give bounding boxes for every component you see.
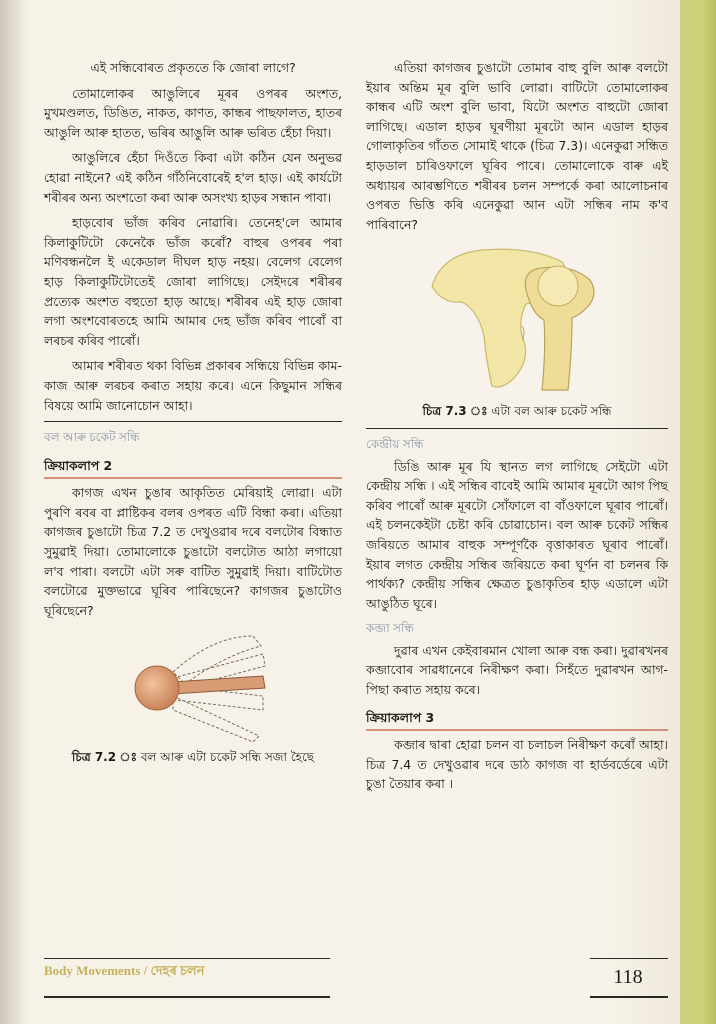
paragraph: এতিয়া কাগজৰ চুঙাটো তোমাৰ বাহু বুলি আৰু বলটো ইয়াৰ অন্তিম মূৰ বুলি ভাবি লোৱা। বাটিটো তোমালোকৰ কান্ধৰ এটি অংশ বুলি ভাবা, যিটো অংশত বাহুটো জোৰা লাগিছে। এডাল হাড়ৰ ঘূৰণীয়া মূৰটো আন এডাল হাড়ৰ গোলাকৃতিৰ গাঁতত সোমাই থাকে (চিত্ৰ 7.3)। এনেকুৱা সন্ধিত হাড়ডাল চাৰিওফালে ঘূৰিব পাৰে। তোমালোকে বাৰু এই অধ্যায়ৰ আৰম্ভণিতে শৰীৰৰ চলন সম্পৰ্কে কৰা আলোচনাৰ ওপৰত ভিত্তি কৰি এনেকুৱা আন এটা সন্ধিৰ নাম ক'ব পাৰিবানে? <box>366 60 668 232</box>
divider <box>366 428 668 429</box>
footer-rule <box>590 958 668 959</box>
page-number: 118 <box>613 966 643 988</box>
section-heading-hinge: কব্জা সন্ধি <box>366 621 414 636</box>
paragraph: তোমালোকৰ আঙুলিৰে মূৰৰ ওপৰৰ অংশত, মুখমণ্ডলত, ডিঙিত, নাকত, কাণত, কান্ধৰ পাছফালত, হাতৰ আঙুলি আৰু হাতত, ভৰিৰ আঙুলি আৰু ভৰিত হেঁচা দিয়া। <box>44 85 342 140</box>
figure-caption <box>366 402 668 422</box>
section-heading-ball-socket: বল আৰু চকেট সন্ধি <box>44 430 140 445</box>
footer-chapter-title: Body Movements / দেহৰ চলন <box>44 963 205 978</box>
footer-rule <box>44 996 330 998</box>
right-column <box>366 58 668 800</box>
paragraph: আমাৰ শৰীৰত থকা বিভিন্ন প্ৰকাৰৰ সন্ধিয়ে বিভিন্ন কাম-কাজ আৰু লৰচৰ কৰাত সহায় কৰে। এনে কিছুমান সন্ধিৰ বিষয়ে আমি জানোচোন আহা। <box>44 358 342 413</box>
figure-caption <box>44 748 342 768</box>
activity-heading: ক্ৰিয়াকলাপ 2 <box>44 456 342 480</box>
figure-caption-text: বল আৰু এটা চকেট সন্ধি সজা হৈছে <box>140 750 315 765</box>
figure-caption-text: এটা বল আৰু চকেট সন্ধি <box>491 404 612 419</box>
figure-label: চিত্ৰ 7.3 ঃ <box>422 404 488 419</box>
ball-socket-model-figure <box>113 626 273 744</box>
page-edge-strip <box>680 0 716 1024</box>
divider <box>44 421 342 422</box>
paragraph: আঙুলিৰে হেঁচা দিওঁতে কিবা এটা কঠিন যেন অনুভৱ হোৱা নাইনে? এই কঠিন গাঁঠনিবোৰেই হ'ল হাড়। এই কাৰ্যটো শৰীৰৰ অন্য অংশতো কৰা আৰু অসংখ্য হাড়ৰ সন্ধান পাবা। <box>44 150 342 205</box>
left-column <box>44 58 342 774</box>
paragraph: কব্জাৰ দ্বাৰা হোৱা চলন বা চলাচল নিৰীক্ষণ কৰোঁ আহা। চিত্ৰ 7.4 ত দেখুওৱাৰ দৰে ডাঠ কাগজ বা হাৰ্ডবৰ্ডেৰে এটা চুঙা তৈয়াৰ কৰা । <box>366 737 668 792</box>
paragraph: হাড়বোৰ ভাঁজ কৰিব নোৱাৰি। তেনেহ'লে আমাৰ কিলাকুটিটো কেনেকৈ ভাঁজ কৰোঁ? বাহুৰ ওপৰৰ পৰা মণিবন্ধনলৈ ই একেডাল দীঘল হাড় নহয়। বেলেগ বেলেগ হাড় কিলাকুটিটোতেই জোৰা লাগিছে। সেইদৰে শৰীৰৰ প্ৰত্যেক অংশত বহুতো হাড় আছে। শৰীৰৰ এই হাড় জোৰা লগা অংশবোৰতহে আমি আমাৰ দেহ ভাঁজ কৰিব পাৰোঁ বা লৰচৰ কৰিব পাৰোঁ। <box>44 215 342 348</box>
footer-rule <box>590 996 668 998</box>
activity-heading: ক্ৰিয়াকলাপ 3 <box>366 708 668 732</box>
question-line: এই সন্ধিবোৰত প্ৰকৃততে কি জোৰা লাগে? <box>90 60 296 75</box>
footer-rule <box>44 958 330 959</box>
paragraph: দুৱাৰ এখন কেইবাৰমান খোলা আৰু বন্ধ কৰা। দুৱাৰখনৰ কব্জাবোৰ সাৱধানেৰে নিৰীক্ষণ কৰা। সিহঁতে দুৱাৰখন আগ-পিছা কৰাত সহায় কৰে। <box>366 642 668 698</box>
gutter-shadow <box>0 0 26 1024</box>
section-heading-pivot: কেন্দ্ৰীয় সন্ধি <box>366 436 424 451</box>
hip-joint-figure <box>422 240 612 398</box>
paragraph: কাগজ এখন চুঙাৰ আকৃতিত মেৰিয়াই লোৱা। এটা পুৰণি ৰবৰ বা প্লাষ্টিকৰ বলৰ ওপৰত এটি বিন্ধা কৰা। এতিয়া কাগজৰ চুঙাটো চিত্ৰ 7.2 ত দেখুওৱাৰ দৰে বলটোৰ বিন্ধাত সুমুৱাই দিয়া। তোমালোকে চুঙাটো বলটোত আঠা লগায়ো ল'ব পাৰা। বলটো এটা সৰু বাটিত সুমুৱাই দিয়া। বাটিটোত বলটোৱে মুক্তভাৱে ঘূৰিব পাৰিছেনে? কাগজৰ চুঙাটোও ঘূৰিছেনে? <box>44 485 342 618</box>
figure-label: চিত্ৰ 7.2 ঃ <box>71 750 138 765</box>
paragraph: ডিঙি আৰু মূৰ যি স্থানত লগ লাগিছে সেইটো এটা কেন্দ্ৰীয় সন্ধি । এই সন্ধিৰ বাবেই আমি আমাৰ মূৰটো আগ পিছ কৰিব পাৰোঁ আৰু মূৰটো সোঁফালে বা বাঁওফালে ঘূৰাব পাৰোঁ। এই চলনকেইটা চেষ্টা কৰি চোৱাচোন। বল আৰু চকেট সন্ধিৰ জৰিয়তে আমাৰ বাহুক সম্পূৰ্ণকৈ বৃত্তাকাৰত ঘূৰাব পাৰোঁ। ইয়াৰ লগত কেন্দ্ৰীয় সন্ধিৰ জৰিয়তে কৰা ঘূৰ্ণন বা চলনৰ কি পাৰ্থক্য? কেন্দ্ৰীয় সন্ধিৰ ক্ষেত্ৰত চুঙাকৃতিৰ হাড় এডালে এটা আঙুঠিত ঘূৰে। <box>366 458 668 611</box>
